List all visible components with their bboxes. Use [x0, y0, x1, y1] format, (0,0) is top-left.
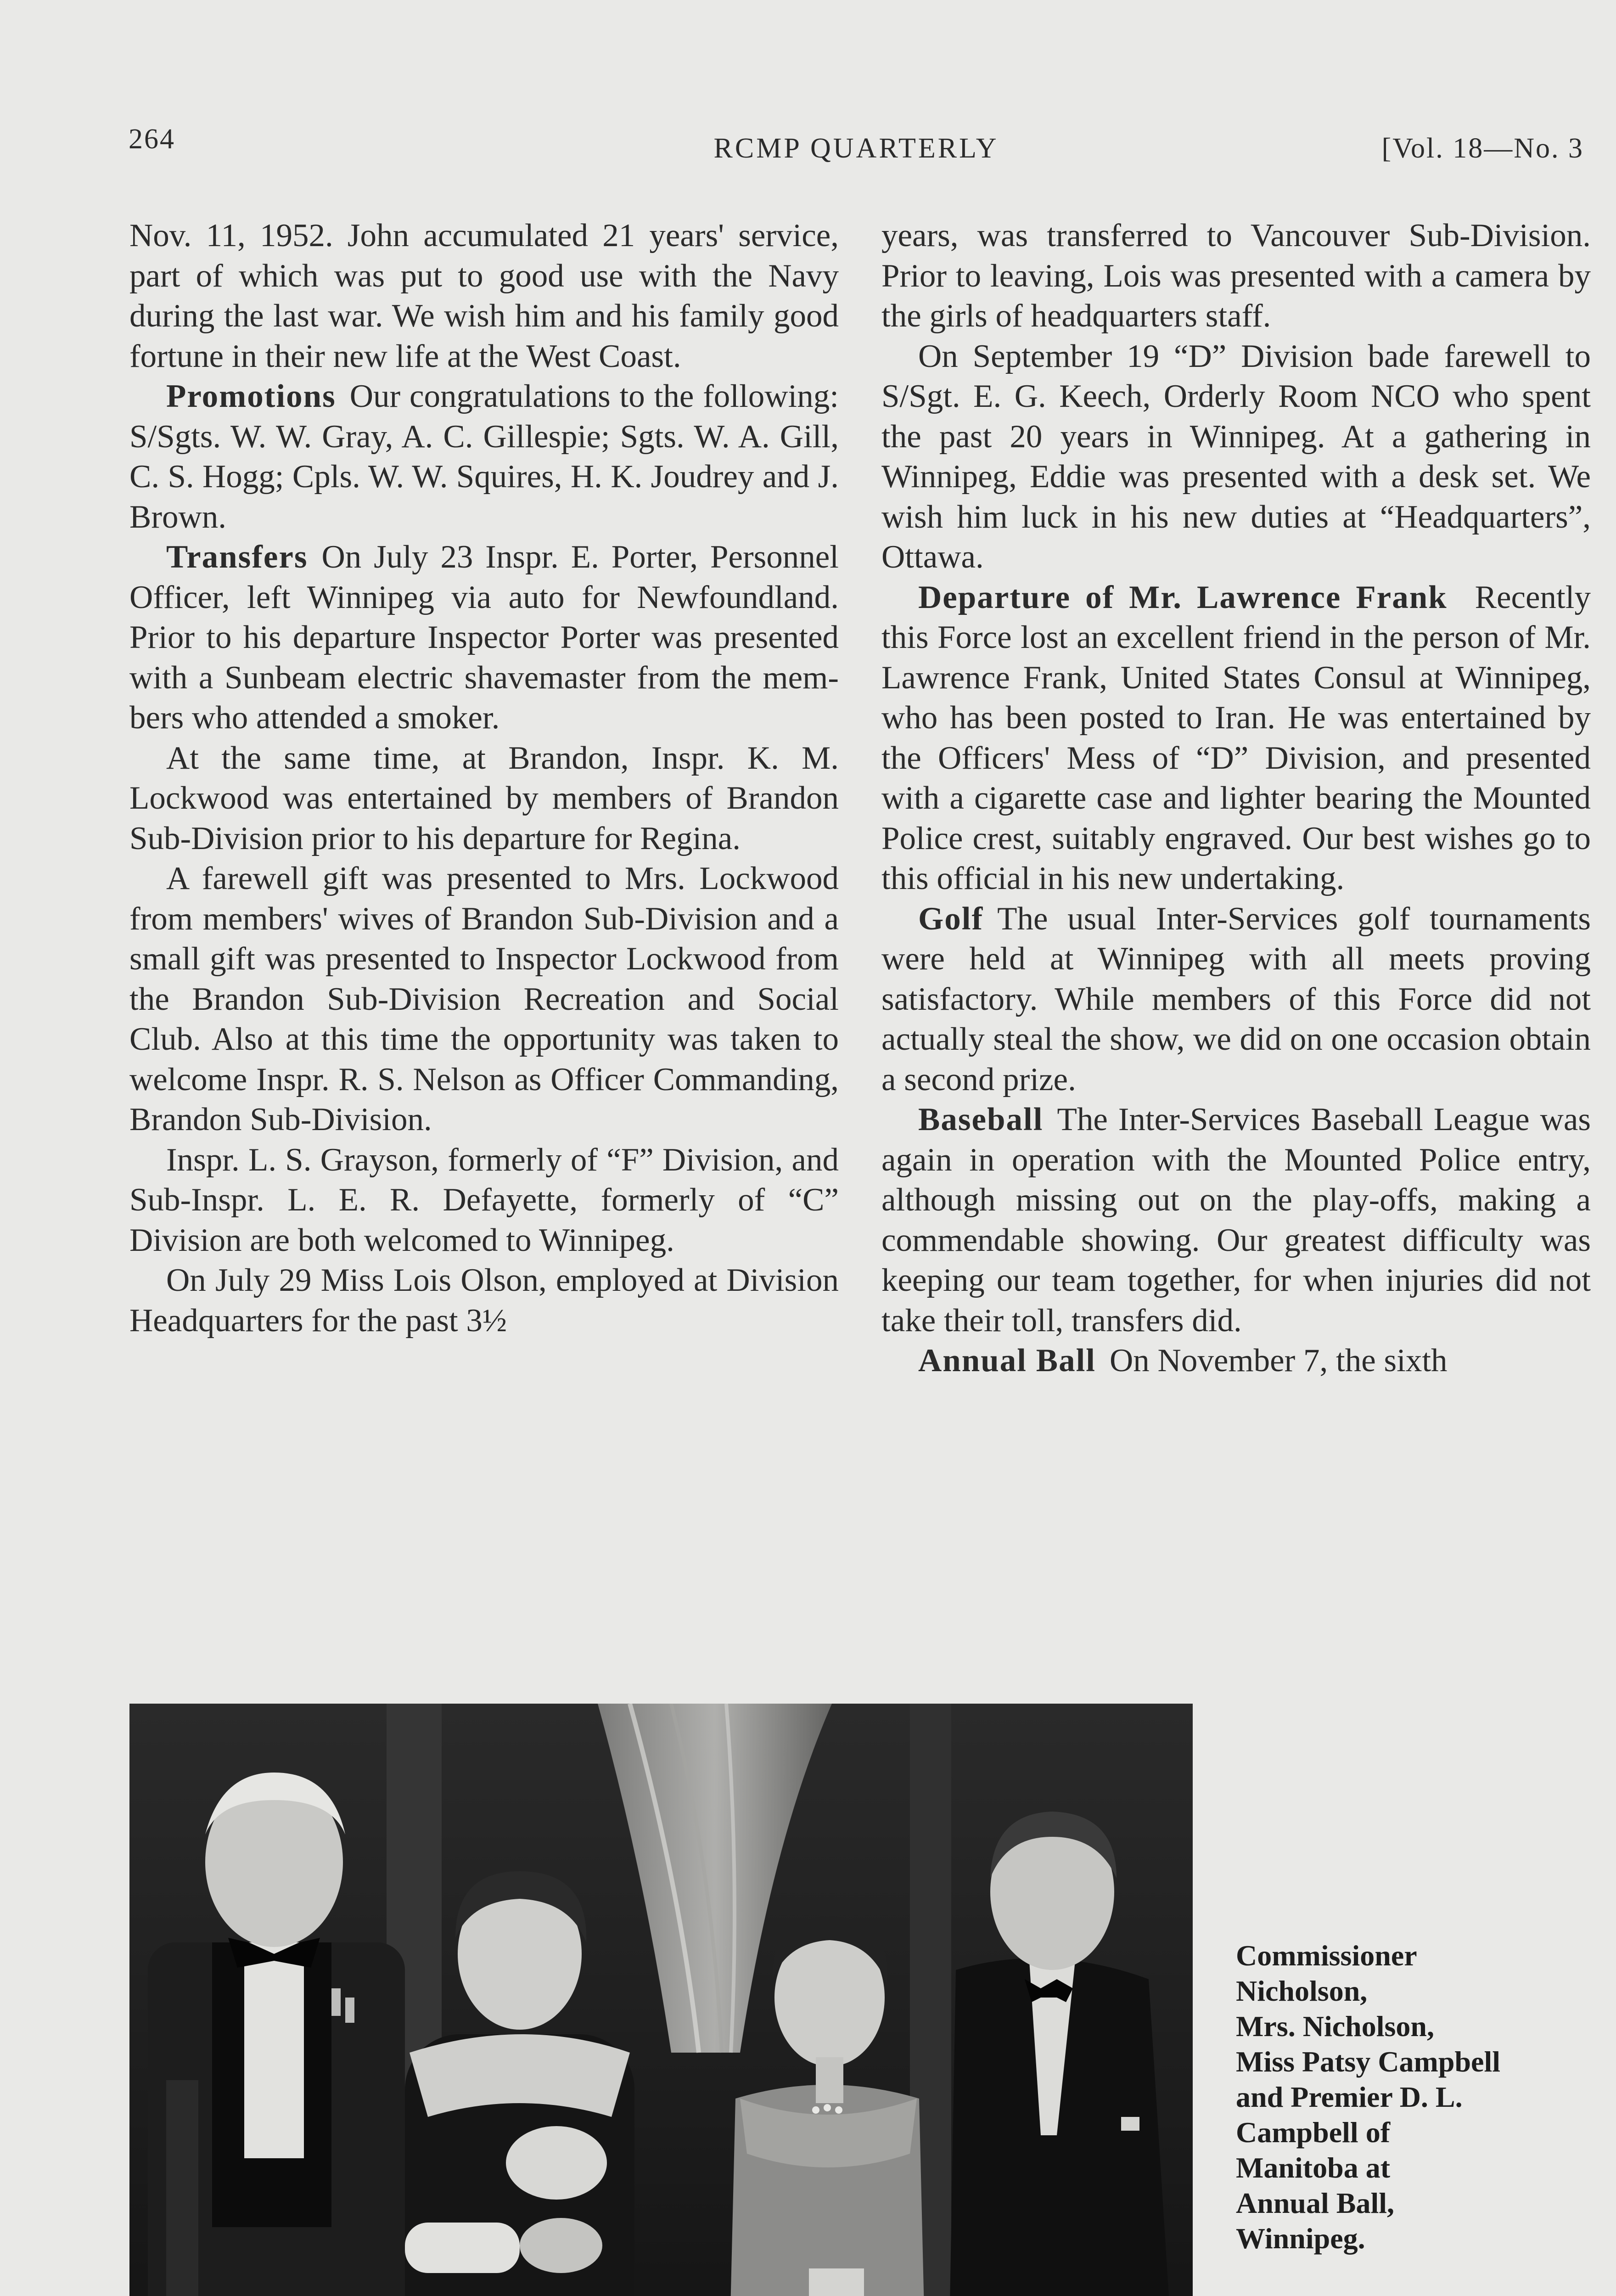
paragraph-text: On July 23 Inspr. E. Porter, Personnel Officer, left Winnipeg via auto for Newfoundland. Prior to his departure Inspector Porter was presented with a Sunbeam electric shavemaster from the members who attended a smoker.	[129, 539, 839, 736]
caption-line: Commissioner	[1236, 1939, 1417, 1972]
caption-line: Campbell of	[1236, 2116, 1390, 2149]
paragraph: On July 29 Miss Lois Olson, employed at Division Headquarters for the past 3½	[129, 1262, 839, 1339]
paragraph: On September 19 “D” Division bade farewell to S/Sgt. E. G. Keech, Orderly Room NCO who spent the past 20 years in Winnipeg. At a gathering in Winnipeg, Eddie was presented with a desk set. We wish him luck in his new duties at “Headquarters”, Ottawa.	[881, 338, 1591, 575]
paragraph-text: Recently this Force lost an excellent friend in the person of Mr. Lawrence Frank, United States Consul at Winnipeg, who has been posted to Iran. He was entertained by the Officers' Mess of “D” Division, and presented with a cigarette case and lighter bearing the Mounted Police crest, suitably engraved. Our best wishes go to this official in his new undertaking.	[881, 579, 1591, 896]
journal-title: RCMP QUARTERLY	[713, 133, 999, 164]
paragraph: years, was transferred to Vancouver Sub-Division. Prior to leaving, Lois was presented with a camera by the girls of headquarters staff.	[881, 218, 1591, 334]
section-heading: Annual Ball	[918, 1343, 1096, 1379]
right-column	[881, 216, 1591, 1381]
paragraph-promotions	[129, 377, 839, 537]
section-heading: Promotions	[166, 378, 336, 414]
paragraph-departure	[881, 578, 1591, 899]
caption-line: Mrs. Nicholson,	[1236, 2010, 1434, 2043]
paragraph: At the same time, at Brandon, Inspr. K. M. Lockwood was entertained by members of Brandon Sub-Division prior to his departure for Regina.	[129, 740, 839, 856]
volume-label: [Vol. 18—No. 3	[1381, 133, 1584, 164]
caption-line: and Premier D. L.	[1236, 2081, 1463, 2113]
paragraph: Nov. 11, 1952. John accumulated 21 years' service, part of which was put to good use with the Navy during the last war. We wish him and his family good fortune in their new life at the West Coast.	[129, 218, 839, 374]
section-heading: Golf	[918, 900, 984, 937]
paragraph-text: Our congratulations to the following: S/Sgts. W. W. Gray, A. C. Gillespie; Sgts. W. A. Gill, C. S. Hogg; Cpls. W. W. Squires, H. K. Joudrey and J. Brown.	[129, 378, 839, 535]
paragraph-transfers	[129, 537, 839, 738]
paragraph-annual-ball	[881, 1341, 1591, 1381]
section-heading: Transfers	[166, 539, 308, 575]
photo-caption	[1236, 1938, 1585, 2256]
paragraph: A farewell gift was presented to Mrs. Lockwood from members' wives of Brandon Sub-Division and a small gift was presented to Inspector Lockwood from the Brandon Sub-Division Recreation and Social Club. Also at this time the opportunity was taken to welcome Inspr. R. S. Nelson as Officer Commanding, Brandon Sub-Division.	[129, 861, 839, 1137]
paragraph-golf	[881, 899, 1591, 1100]
caption-line: Manitoba at	[1236, 2151, 1390, 2184]
paragraph-text: On November 7, the sixth	[1110, 1343, 1448, 1379]
group-photo	[129, 1704, 1193, 2296]
section-heading: Baseball	[918, 1102, 1044, 1137]
caption-line: Nicholson,	[1236, 1975, 1368, 2007]
caption-line: Miss Patsy Campbell	[1236, 2045, 1500, 2078]
paragraph-baseball	[881, 1100, 1591, 1341]
running-header	[129, 123, 1584, 174]
paragraph-text: The Inter-Services Baseball League was again in operation with the Mounted Police entry, although missing out on the play-offs, making a commendable showing. Our greatest difficulty was keeping our team together, for when injuries did not take their toll, transfers did.	[881, 1102, 1591, 1339]
paragraph-text: The usual Inter-Services golf tournaments were held at Winnipeg with all meets proving satisfactory. While members of this Force did not actually steal the show, we did on one occasion obtain a second prize.	[881, 900, 1591, 1097]
paragraph: Inspr. L. S. Grayson, formerly of “F” Division, and Sub-Inspr. L. E. R. Defayette, formerly of “C” Division are both welcomed to Winnipeg.	[129, 1142, 839, 1258]
photo-illustration	[129, 1704, 1193, 2296]
caption-line: Annual Ball,	[1236, 2187, 1395, 2219]
page-number: 264	[129, 124, 175, 155]
section-heading: Departure of Mr. Lawrence Frank	[918, 579, 1448, 615]
left-column	[129, 216, 839, 1341]
caption-line: Winnipeg.	[1236, 2222, 1365, 2255]
